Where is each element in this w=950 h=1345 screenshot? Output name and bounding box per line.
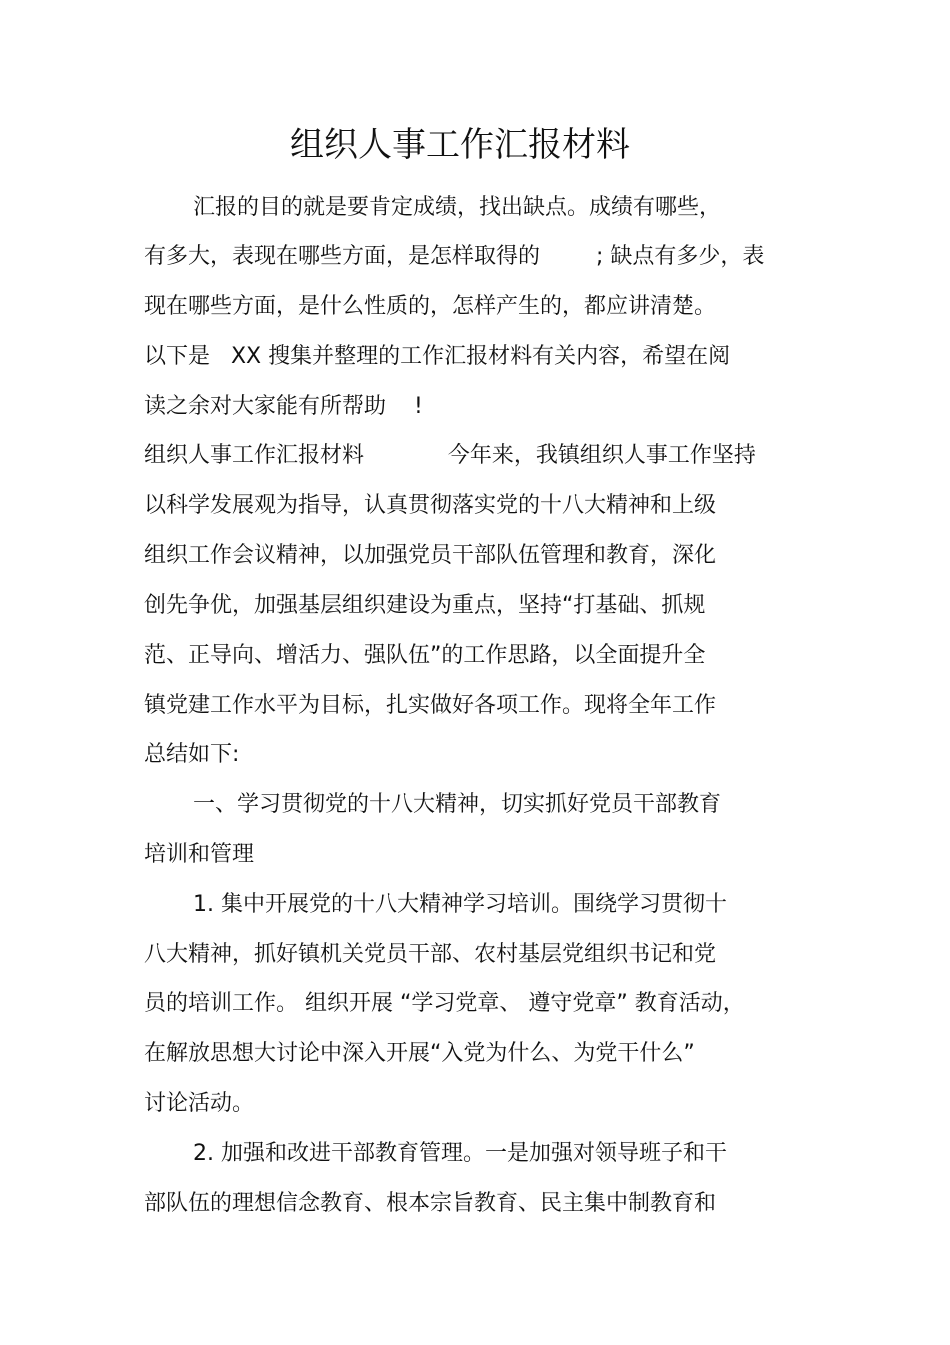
- paragraph-line: 2. 加强和改进干部教育管理。一是加强对领导班子和干: [193, 1141, 727, 1166]
- paragraph-line: 创先争优，加强基层组织建设为重点，坚持“打基础、抓规: [144, 593, 706, 618]
- paragraph-line: 镇党建工作水平为目标，扎实做好各项工作。现将全年工作: [144, 693, 717, 718]
- paragraph-line: 以下是 XX 搜集并整理的工作汇报材料有关内容，希望在阅: [144, 344, 731, 369]
- paragraph-line: 读之余对大家能有所帮助 !: [144, 394, 423, 419]
- paragraph-line: 现在哪些方面，是什么性质的，怎样产生的，都应讲清楚。: [144, 294, 717, 319]
- paragraph-line: 组织工作会议精神，以加强党员干部队伍管理和教育，深化: [144, 543, 717, 568]
- paragraph-line: 讨论活动。: [144, 1091, 255, 1116]
- page-title: 组织人事工作汇报材料: [290, 125, 630, 165]
- paragraph-line: 八大精神，抓好镇机关党员干部、农村基层党组织书记和党: [144, 942, 717, 967]
- paragraph-line: 以科学发展观为指导，认真贯彻落实党的十八大精神和上级: [144, 493, 717, 518]
- section-heading-line: 培训和管理: [144, 842, 255, 867]
- paragraph-line: 总结如下:: [144, 742, 240, 767]
- paragraph-line: 员的培训工作。 组织开展 “学习党章、 遵守党章” 教育活动，: [144, 991, 745, 1016]
- paragraph-line: 在解放思想大讨论中深入开展“入党为什么、为党干什么”: [144, 1041, 695, 1066]
- section-heading-line: 一、学习贯彻党的十八大精神，切实抓好党员干部教育: [193, 792, 722, 817]
- paragraph-line: 范、正导向、增活力、强队伍”的工作思路，以全面提升全: [144, 643, 706, 668]
- paragraph-line: 汇报的目的就是要肯定成绩，找出缺点。成绩有哪些，: [193, 195, 722, 220]
- paragraph-line: 组织人事工作汇报材料 今年来，我镇组织人事工作坚持: [144, 443, 756, 468]
- paragraph-line: 有多大，表现在哪些方面，是怎样取得的 ; 缺点有多少，表: [144, 244, 765, 269]
- paragraph-line: 部队伍的理想信念教育、根本宗旨教育、民主集中制教育和: [144, 1191, 717, 1216]
- paragraph-line: 1. 集中开展党的十八大精神学习培训。围绕学习贯彻十: [193, 892, 727, 917]
